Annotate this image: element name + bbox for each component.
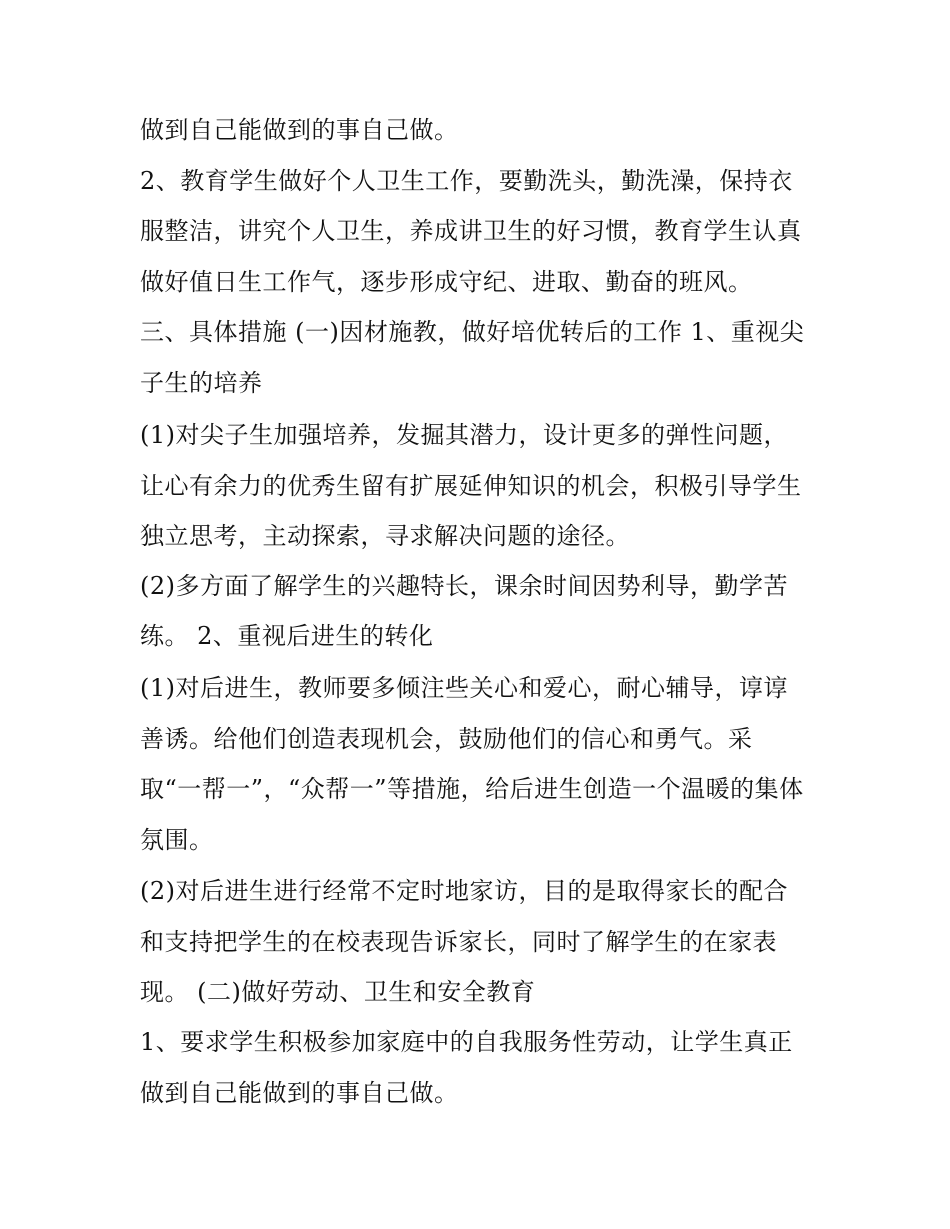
text-line: 善诱。给他们创造表现机会，鼓励他们的信心和勇气。采 (140, 725, 753, 753)
text-line: 三、具体措施 (一)因材施教，做好培优转后的工作 1、重视尖 (140, 318, 805, 346)
text-line: 取“一帮一”，“众帮一”等措施，给后进生创造一个温暖的集体 (140, 775, 804, 803)
text-line: 做好值日生工作气，逐步形成守纪、进取、勤奋的班风。 (140, 268, 753, 296)
text-line: 子生的培养 (140, 369, 263, 397)
text-line: 独立思考，主动探索，寻求解决问题的途径。 (140, 522, 630, 550)
text-line: 氛围。 (140, 826, 214, 854)
text-line: (1)对尖子生加强培养，发掘其潜力，设计更多的弹性问题， (140, 421, 788, 449)
text-line: 服整洁，讲究个人卫生，养成讲卫生的好习惯，教育学生认真 (140, 217, 802, 245)
text-line: 让心有余力的优秀生留有扩展延伸知识的机会，积极引导学生 (140, 472, 802, 500)
text-line: (2)多方面了解学生的兴趣特长，课余时间因势利导，勤学苦 (140, 572, 788, 600)
text-line: 做到自己能做到的事自己做。 (140, 116, 459, 144)
text-line: 1、要求学生积极参加家庭中的自我服务性劳动，让学生真正 (140, 1028, 793, 1056)
text-line: 和支持把学生的在校表现告诉家长，同时了解学生的在家表 (140, 928, 777, 956)
text-line: 2、教育学生做好个人卫生工作，要勤洗头，勤洗澡，保持衣 (140, 167, 793, 195)
text-line: 现。 (二)做好劳动、卫生和安全教育 (140, 978, 536, 1006)
text-line: 做到自己能做到的事自己做。 (140, 1079, 459, 1107)
text-line: (2)对后进生进行经常不定时地家访，目的是取得家长的配合 (140, 877, 788, 905)
text-line: 练。 2、重视后进生的转化 (140, 622, 434, 650)
text-line: (1)对后进生，教师要多倾注些关心和爱心，耐心辅导，谆谆 (140, 674, 788, 702)
